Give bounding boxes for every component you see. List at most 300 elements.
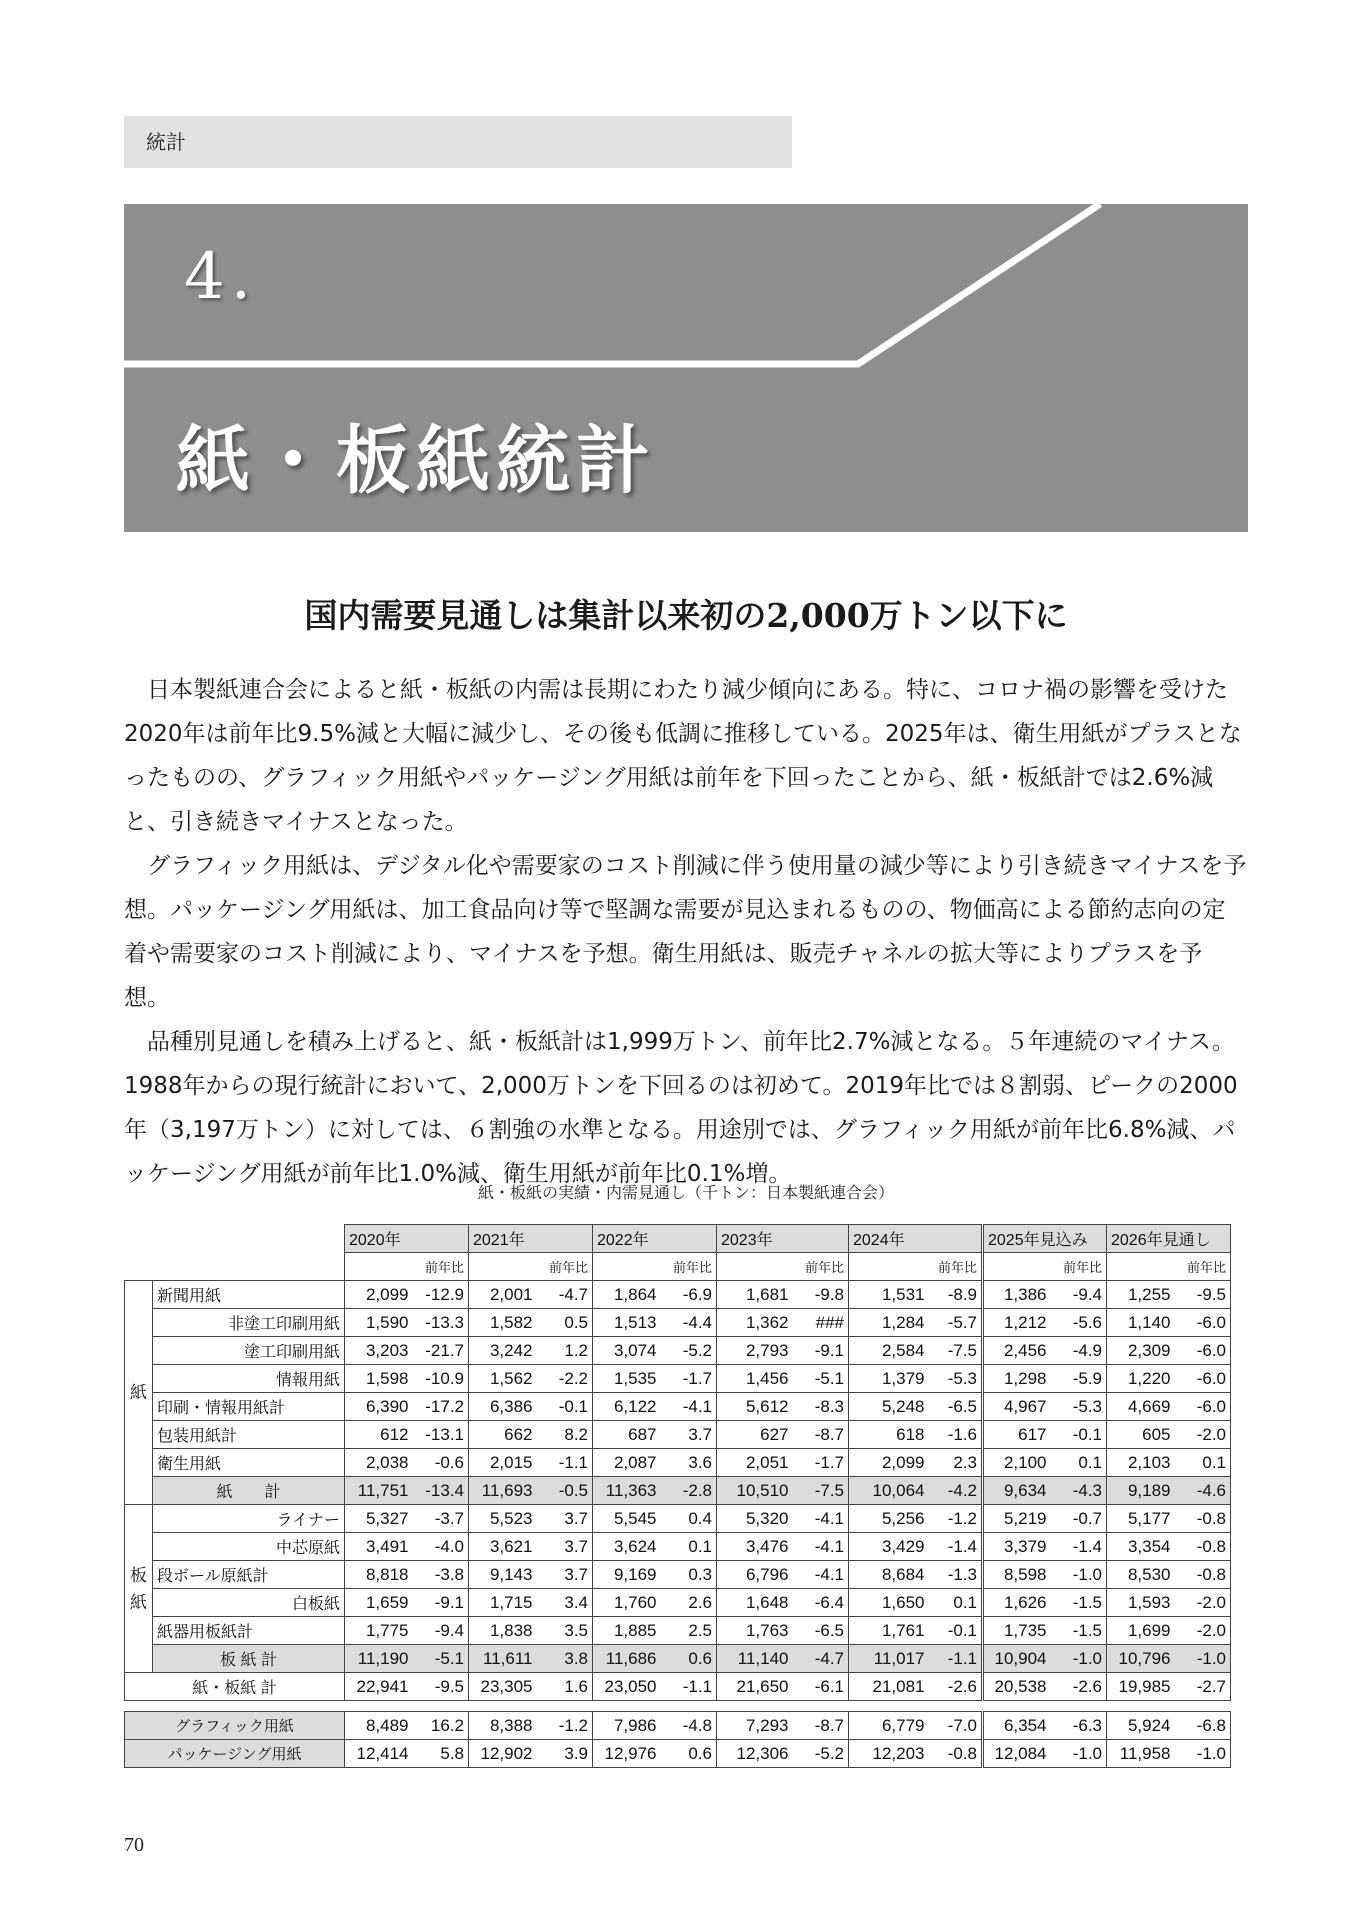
value-cell: 4,669: [1107, 1393, 1175, 1421]
value-header: [983, 1253, 1051, 1281]
yoy-header: 前年比: [1175, 1253, 1231, 1281]
yoy-cell: -5.3: [1051, 1393, 1107, 1421]
value-cell: 687: [593, 1421, 661, 1449]
yoy-cell: -1.6: [929, 1421, 983, 1449]
yoy-cell: -1.1: [661, 1673, 717, 1701]
yoy-cell: 2.5: [661, 1617, 717, 1645]
yoy-cell: -6.0: [1175, 1365, 1231, 1393]
value-cell: 3,476: [717, 1533, 793, 1561]
yoy-cell: -9.5: [1175, 1281, 1231, 1309]
yoy-cell: 0.3: [661, 1561, 717, 1589]
yoy-cell: -6.9: [661, 1281, 717, 1309]
yoy-cell: -4.9: [1051, 1337, 1107, 1365]
value-cell: 662: [469, 1421, 537, 1449]
value-cell: 5,545: [593, 1505, 661, 1533]
yoy-cell: -4.1: [661, 1393, 717, 1421]
value-cell: 1,298: [983, 1365, 1051, 1393]
value-cell: 1,535: [593, 1365, 661, 1393]
value-cell: 20,538: [983, 1673, 1051, 1701]
row-label: 塗工印刷用紙: [153, 1337, 345, 1365]
row-label: 情報用紙: [153, 1365, 345, 1393]
yoy-cell: -1.0: [1051, 1740, 1107, 1768]
yoy-cell: -5.1: [793, 1365, 849, 1393]
value-cell: 9,143: [469, 1561, 537, 1589]
yoy-cell: -4.0: [413, 1533, 469, 1561]
yoy-cell: -1.5: [1051, 1589, 1107, 1617]
table-row: [125, 1561, 1231, 1589]
yoy-cell: 2.6: [661, 1589, 717, 1617]
yoy-cell: 3.7: [537, 1561, 593, 1589]
value-cell: 3,621: [469, 1533, 537, 1561]
year-header: 2024年: [849, 1225, 983, 1253]
value-cell: 11,693: [469, 1477, 537, 1505]
row-label: 紙 計: [153, 1477, 345, 1505]
value-cell: 1,284: [849, 1309, 929, 1337]
yoy-cell: 5.8: [413, 1740, 469, 1768]
yoy-cell: 1.2: [537, 1337, 593, 1365]
yoy-cell: -9.1: [793, 1337, 849, 1365]
value-cell: 12,306: [717, 1740, 793, 1768]
yoy-cell: -5.2: [793, 1740, 849, 1768]
yoy-cell: -21.7: [413, 1337, 469, 1365]
value-header: [849, 1253, 929, 1281]
yoy-cell: 3.7: [537, 1505, 593, 1533]
chapter-title: 紙・板紙統計: [176, 418, 656, 504]
yoy-cell: -4.8: [661, 1712, 717, 1740]
yoy-header: 前年比: [413, 1253, 469, 1281]
yoy-cell: -4.1: [793, 1561, 849, 1589]
yoy-cell: -9.8: [793, 1281, 849, 1309]
yoy-cell: -1.0: [1175, 1645, 1231, 1673]
value-cell: 22,941: [345, 1673, 413, 1701]
yoy-cell: 2.3: [929, 1449, 983, 1477]
table-row: [125, 1365, 1231, 1393]
yoy-cell: -4.7: [537, 1281, 593, 1309]
value-cell: 1,775: [345, 1617, 413, 1645]
yoy-header: 前年比: [929, 1253, 983, 1281]
category-cell: 紙: [125, 1281, 153, 1505]
row-label: 板 紙 計: [153, 1645, 345, 1673]
value-cell: 2,309: [1107, 1337, 1175, 1365]
value-cell: 11,190: [345, 1645, 413, 1673]
table-row: [125, 1505, 1231, 1533]
yoy-cell: -2.0: [1175, 1617, 1231, 1645]
value-cell: 2,099: [849, 1449, 929, 1477]
year-header: 2021年: [469, 1225, 593, 1253]
yoy-cell: -1.0: [1051, 1561, 1107, 1589]
value-cell: 1,735: [983, 1617, 1051, 1645]
value-cell: 2,051: [717, 1449, 793, 1477]
yoy-cell: -0.7: [1051, 1505, 1107, 1533]
yoy-cell: -0.8: [1175, 1533, 1231, 1561]
value-cell: 8,388: [469, 1712, 537, 1740]
row-label: 印刷・情報用紙計: [153, 1393, 345, 1421]
yoy-cell: -1.1: [929, 1645, 983, 1673]
value-cell: 3,242: [469, 1337, 537, 1365]
row-label: パッケージング用紙: [125, 1740, 345, 1768]
value-cell: 6,386: [469, 1393, 537, 1421]
yoy-cell: 3.9: [537, 1740, 593, 1768]
yoy-cell: -1.0: [1175, 1740, 1231, 1768]
yoy-cell: -1.3: [929, 1561, 983, 1589]
value-header: [469, 1253, 537, 1281]
value-cell: 9,169: [593, 1561, 661, 1589]
yoy-cell: -1.1: [537, 1449, 593, 1477]
value-header: [1107, 1253, 1175, 1281]
usage-row: [125, 1740, 1231, 1768]
value-cell: 1,513: [593, 1309, 661, 1337]
value-cell: 10,796: [1107, 1645, 1175, 1673]
value-cell: 9,189: [1107, 1477, 1175, 1505]
value-cell: 21,650: [717, 1673, 793, 1701]
value-cell: 612: [345, 1421, 413, 1449]
yoy-cell: -4.4: [661, 1309, 717, 1337]
yoy-cell: -0.1: [1051, 1421, 1107, 1449]
yoy-cell: -8.7: [793, 1421, 849, 1449]
row-label: ライナー: [153, 1505, 345, 1533]
value-cell: 12,976: [593, 1740, 661, 1768]
row-label: 白板紙: [153, 1589, 345, 1617]
yoy-cell: 0.1: [929, 1589, 983, 1617]
yoy-cell: 0.1: [661, 1533, 717, 1561]
value-cell: 3,624: [593, 1533, 661, 1561]
value-cell: 12,902: [469, 1740, 537, 1768]
value-cell: 1,212: [983, 1309, 1051, 1337]
yoy-cell: 3.7: [661, 1421, 717, 1449]
yoy-cell: -1.2: [929, 1505, 983, 1533]
table-row: [125, 1589, 1231, 1617]
yoy-cell: -2.8: [661, 1477, 717, 1505]
headline: 国内需要見通しは集計以来初の2,000万トン以下に: [304, 596, 1068, 635]
table-header: [125, 1225, 1231, 1281]
value-header: [717, 1253, 793, 1281]
value-cell: 10,064: [849, 1477, 929, 1505]
value-cell: 10,904: [983, 1645, 1051, 1673]
yoy-cell: -2.7: [1175, 1673, 1231, 1701]
table-row: [125, 1645, 1231, 1673]
value-cell: 8,818: [345, 1561, 413, 1589]
page-number: 70: [124, 1834, 144, 1856]
yoy-cell: 3.7: [537, 1533, 593, 1561]
value-cell: 1,582: [469, 1309, 537, 1337]
value-cell: 3,429: [849, 1533, 929, 1561]
category-cell: 板紙: [125, 1505, 153, 1673]
row-label: 新聞用紙: [153, 1281, 345, 1309]
value-cell: 1,255: [1107, 1281, 1175, 1309]
table-row: [125, 1337, 1231, 1365]
yoy-cell: -9.4: [1051, 1281, 1107, 1309]
value-cell: 1,659: [345, 1589, 413, 1617]
yoy-header: 前年比: [1051, 1253, 1107, 1281]
year-header: 2022年: [593, 1225, 717, 1253]
yoy-cell: -1.7: [793, 1449, 849, 1477]
yoy-cell: 0.6: [661, 1740, 717, 1768]
row-label: 段ボール原紙計: [153, 1561, 345, 1589]
paragraph: 日本製紙連合会によると紙・板紙の内需は長期にわたり減少傾向にある。特に、コロナ禍の影響を受けた2020年は前年比9.5%減と大幅に減少し、その後も低調に推移している。2025年は、衛生用紙がプラスとなったものの、グラフィック用紙やパッケージング用紙は前年を下回ったことから、紙・板紙計では2.6%減と、引き続きマイナスとなった。: [124, 677, 1242, 835]
yoy-cell: -5.7: [929, 1309, 983, 1337]
value-cell: 1,864: [593, 1281, 661, 1309]
value-cell: 3,491: [345, 1533, 413, 1561]
value-cell: 6,779: [849, 1712, 929, 1740]
value-cell: 3,354: [1107, 1533, 1175, 1561]
yoy-cell: -6.4: [793, 1589, 849, 1617]
table-row: [125, 1309, 1231, 1337]
yoy-cell: 3.6: [661, 1449, 717, 1477]
yoy-cell: -7.5: [929, 1337, 983, 1365]
yoy-cell: -13.3: [413, 1309, 469, 1337]
yoy-cell: 0.1: [1051, 1449, 1107, 1477]
yoy-cell: -2.0: [1175, 1421, 1231, 1449]
section-tab: [124, 116, 792, 168]
yoy-cell: -5.6: [1051, 1309, 1107, 1337]
yoy-cell: 3.8: [537, 1645, 593, 1673]
value-cell: 11,363: [593, 1477, 661, 1505]
yoy-cell: -0.8: [1175, 1561, 1231, 1589]
yoy-header: 前年比: [661, 1253, 717, 1281]
yoy-cell: -9.4: [413, 1617, 469, 1645]
yoy-cell: 0.1: [1175, 1449, 1231, 1477]
value-cell: 2,001: [469, 1281, 537, 1309]
yoy-cell: 3.4: [537, 1589, 593, 1617]
yoy-cell: -1.4: [929, 1533, 983, 1561]
value-cell: 1,650: [849, 1589, 929, 1617]
value-cell: 6,796: [717, 1561, 793, 1589]
table-row: [125, 1477, 1231, 1505]
value-cell: 1,626: [983, 1589, 1051, 1617]
value-cell: 8,598: [983, 1561, 1051, 1589]
yoy-cell: -0.1: [929, 1617, 983, 1645]
value-cell: 12,203: [849, 1740, 929, 1768]
value-cell: 1,598: [345, 1365, 413, 1393]
value-cell: 1,456: [717, 1365, 793, 1393]
yoy-cell: 8.2: [537, 1421, 593, 1449]
value-cell: 2,103: [1107, 1449, 1175, 1477]
yoy-cell: -8.7: [793, 1712, 849, 1740]
value-cell: 1,648: [717, 1589, 793, 1617]
row-label: 中芯原紙: [153, 1533, 345, 1561]
yoy-cell: ###: [793, 1309, 849, 1337]
yoy-cell: -1.2: [537, 1712, 593, 1740]
value-cell: 2,456: [983, 1337, 1051, 1365]
yoy-cell: -4.1: [793, 1505, 849, 1533]
value-cell: 5,256: [849, 1505, 929, 1533]
year-header: 2025年見込み: [983, 1225, 1107, 1253]
table-row: [125, 1449, 1231, 1477]
header-blank: [125, 1225, 345, 1281]
table-row: [125, 1393, 1231, 1421]
yoy-header: 前年比: [537, 1253, 593, 1281]
value-cell: 2,793: [717, 1337, 793, 1365]
table-row: [125, 1617, 1231, 1645]
value-cell: 1,761: [849, 1617, 929, 1645]
row-label: 包装用紙計: [153, 1421, 345, 1449]
value-cell: 1,838: [469, 1617, 537, 1645]
yoy-cell: -6.3: [1051, 1712, 1107, 1740]
paragraph: 品種別見通しを積み上げると、紙・板紙計は1,999万トン、前年比2.7%減となる。５年連続のマイナス。1988年からの現行統計において、2,000万トンを下回るのは初めて。2019年比では８割弱、ピークの2000年（3,197万トン）に対しては、６割強の水準となる。用途別では、グラフィック用紙が前年比6.8%減、パッケージング用紙が前年比1.0%減、衛生用紙が前年比0.1%増。: [124, 1029, 1238, 1187]
yoy-cell: -6.0: [1175, 1393, 1231, 1421]
yoy-cell: -6.5: [793, 1617, 849, 1645]
value-header: [593, 1253, 661, 1281]
row-label: 衛生用紙: [153, 1449, 345, 1477]
yoy-cell: 3.5: [537, 1617, 593, 1645]
yoy-cell: -4.2: [929, 1477, 983, 1505]
value-cell: 1,562: [469, 1365, 537, 1393]
value-cell: 1,220: [1107, 1365, 1175, 1393]
table-row: [125, 1281, 1231, 1309]
value-cell: 2,087: [593, 1449, 661, 1477]
row-label: グラフィック用紙: [125, 1712, 345, 1740]
yoy-cell: -8.3: [793, 1393, 849, 1421]
value-cell: 19,985: [1107, 1673, 1175, 1701]
value-cell: 12,084: [983, 1740, 1051, 1768]
value-cell: 23,050: [593, 1673, 661, 1701]
yoy-cell: 1.6: [537, 1673, 593, 1701]
yoy-cell: -6.1: [793, 1673, 849, 1701]
value-cell: 1,379: [849, 1365, 929, 1393]
yoy-cell: -13.4: [413, 1477, 469, 1505]
yoy-cell: -1.0: [1051, 1645, 1107, 1673]
value-cell: 2,100: [983, 1449, 1051, 1477]
value-cell: 1,590: [345, 1309, 413, 1337]
value-cell: 8,530: [1107, 1561, 1175, 1589]
value-cell: 2,015: [469, 1449, 537, 1477]
yoy-cell: -9.1: [413, 1589, 469, 1617]
header-row-years: [125, 1225, 1231, 1253]
value-cell: 3,203: [345, 1337, 413, 1365]
usage-row: [125, 1712, 1231, 1740]
value-cell: 11,686: [593, 1645, 661, 1673]
yoy-cell: -4.7: [793, 1645, 849, 1673]
paragraph: グラフィック用紙は、デジタル化や需要家のコスト削減に伴う使用量の減少等により引き続きマイナスを予想。パッケージング用紙は、加工食品向け等で堅調な需要が見込まれるものの、物価高による節約志向の定着や需要家のコスト削減により、マイナスを予想。衛生用紙は、販売チャネルの拡大等によりプラスを予想。: [124, 853, 1247, 1011]
yoy-cell: -5.9: [1051, 1365, 1107, 1393]
yoy-cell: -6.8: [1175, 1712, 1231, 1740]
value-cell: 1,681: [717, 1281, 793, 1309]
value-cell: 12,414: [345, 1740, 413, 1768]
yoy-cell: -1.4: [1051, 1533, 1107, 1561]
value-cell: 1,760: [593, 1589, 661, 1617]
yoy-cell: 0.4: [661, 1505, 717, 1533]
yoy-cell: -3.8: [413, 1561, 469, 1589]
yoy-cell: -4.6: [1175, 1477, 1231, 1505]
yoy-cell: -10.9: [413, 1365, 469, 1393]
value-cell: 3,379: [983, 1533, 1051, 1561]
value-cell: 6,390: [345, 1393, 413, 1421]
table-row: [125, 1421, 1231, 1449]
value-cell: 617: [983, 1421, 1051, 1449]
grand-total-row: [125, 1673, 1231, 1701]
yoy-cell: 0.5: [537, 1309, 593, 1337]
row-label: 紙・板紙 計: [125, 1673, 345, 1701]
yoy-cell: -1.5: [1051, 1617, 1107, 1645]
yoy-cell: -4.1: [793, 1533, 849, 1561]
value-cell: 23,305: [469, 1673, 537, 1701]
yoy-cell: -1.7: [661, 1365, 717, 1393]
value-cell: 4,967: [983, 1393, 1051, 1421]
yoy-cell: -7.5: [793, 1477, 849, 1505]
value-cell: 8,684: [849, 1561, 929, 1589]
yoy-cell: -12.9: [413, 1281, 469, 1309]
table-row: [125, 1533, 1231, 1561]
spacer-cell: [125, 1701, 1231, 1712]
value-cell: 5,924: [1107, 1712, 1175, 1740]
statistics-table: [124, 1224, 1231, 1768]
yoy-cell: -3.7: [413, 1505, 469, 1533]
value-cell: 11,958: [1107, 1740, 1175, 1768]
yoy-cell: -9.5: [413, 1673, 469, 1701]
value-cell: 3,074: [593, 1337, 661, 1365]
yoy-cell: -13.1: [413, 1421, 469, 1449]
table-caption: 紙・板紙の実績・内需見通し（千トン：日本製紙連合会）: [477, 1183, 894, 1202]
yoy-cell: -6.5: [929, 1393, 983, 1421]
value-cell: 1,715: [469, 1589, 537, 1617]
value-header: [345, 1253, 413, 1281]
value-cell: 1,763: [717, 1617, 793, 1645]
yoy-cell: -4.3: [1051, 1477, 1107, 1505]
body-text: [124, 668, 1248, 1196]
value-cell: 1,386: [983, 1281, 1051, 1309]
value-cell: 1,140: [1107, 1309, 1175, 1337]
section-tab-label: 統計: [146, 130, 186, 154]
yoy-header: 前年比: [793, 1253, 849, 1281]
yoy-cell: -0.1: [537, 1393, 593, 1421]
yoy-cell: 16.2: [413, 1712, 469, 1740]
value-cell: 627: [717, 1421, 793, 1449]
yoy-cell: -0.8: [929, 1740, 983, 1768]
value-cell: 2,584: [849, 1337, 929, 1365]
yoy-cell: -2.6: [929, 1673, 983, 1701]
yoy-cell: -6.0: [1175, 1337, 1231, 1365]
value-cell: 6,122: [593, 1393, 661, 1421]
value-cell: 605: [1107, 1421, 1175, 1449]
value-cell: 7,986: [593, 1712, 661, 1740]
yoy-cell: -5.1: [413, 1645, 469, 1673]
value-cell: 2,099: [345, 1281, 413, 1309]
value-cell: 5,523: [469, 1505, 537, 1533]
value-cell: 2,038: [345, 1449, 413, 1477]
yoy-cell: -2.6: [1051, 1673, 1107, 1701]
value-cell: 5,219: [983, 1505, 1051, 1533]
value-cell: 9,634: [983, 1477, 1051, 1505]
yoy-cell: 0.6: [661, 1645, 717, 1673]
value-cell: 11,751: [345, 1477, 413, 1505]
yoy-cell: -17.2: [413, 1393, 469, 1421]
yoy-cell: -0.8: [1175, 1505, 1231, 1533]
yoy-cell: -5.2: [661, 1337, 717, 1365]
yoy-cell: -2.2: [537, 1365, 593, 1393]
value-cell: 5,327: [345, 1505, 413, 1533]
year-header: 2020年: [345, 1225, 469, 1253]
yoy-cell: -0.6: [413, 1449, 469, 1477]
year-header: 2023年: [717, 1225, 849, 1253]
chapter-number: 4.: [184, 240, 258, 314]
yoy-cell: -7.0: [929, 1712, 983, 1740]
row-label: 紙器用板紙計: [153, 1617, 345, 1645]
table-spacer: [125, 1701, 1231, 1712]
value-cell: 618: [849, 1421, 929, 1449]
value-cell: 11,017: [849, 1645, 929, 1673]
value-cell: 11,140: [717, 1645, 793, 1673]
value-cell: 5,612: [717, 1393, 793, 1421]
value-cell: 10,510: [717, 1477, 793, 1505]
chapter-banner: [124, 204, 1248, 532]
row-label: 非塗工印刷用紙: [153, 1309, 345, 1337]
value-cell: 7,293: [717, 1712, 793, 1740]
yoy-cell: -6.0: [1175, 1309, 1231, 1337]
value-cell: 6,354: [983, 1712, 1051, 1740]
value-cell: 5,320: [717, 1505, 793, 1533]
table-body: [125, 1281, 1231, 1768]
yoy-cell: -5.3: [929, 1365, 983, 1393]
